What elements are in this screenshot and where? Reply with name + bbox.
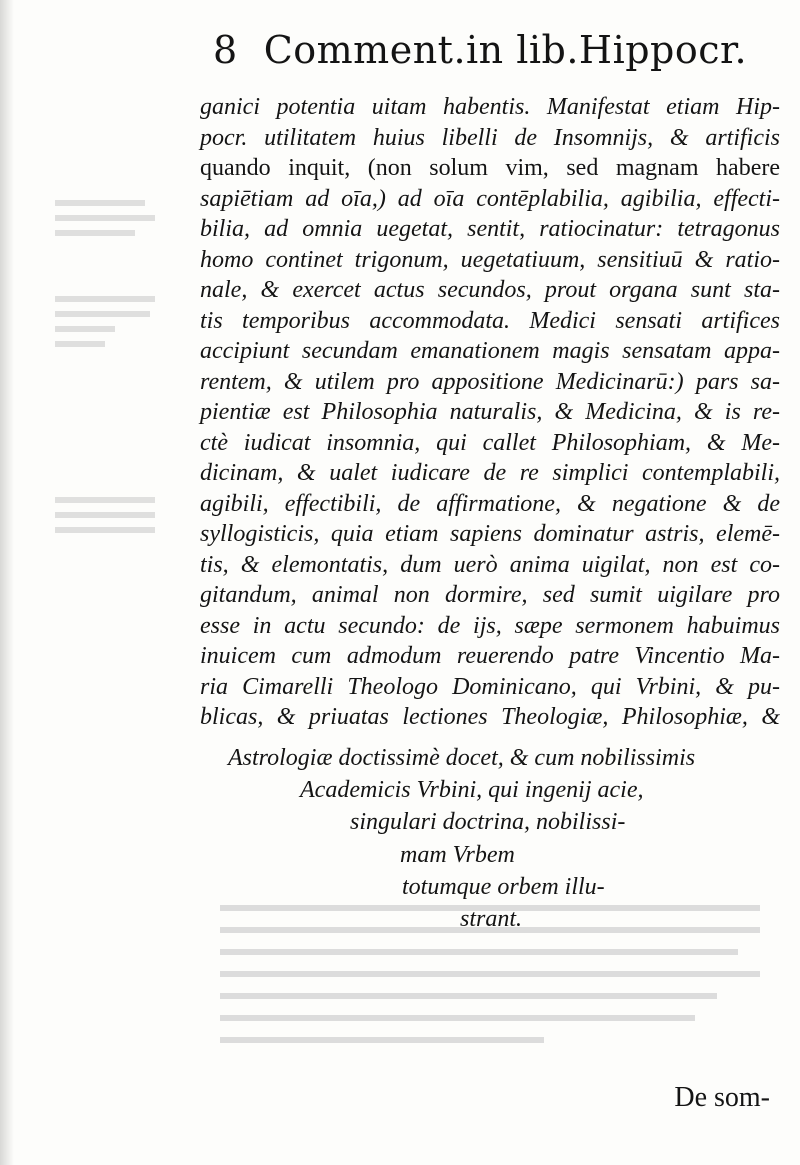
spine-shadow xyxy=(0,0,14,1165)
text-line: ganici potentia uitam habentis. Manifestat etiam Hip- xyxy=(200,94,780,120)
tail-line: Academicis Vrbini, qui ingenij acie, xyxy=(300,777,644,803)
tail-line: totumque orbem illu- xyxy=(402,874,605,900)
text-line: ctè iudicat insomnia, qui callet Philosophiam, & Me- xyxy=(200,429,780,456)
catchword: De som- xyxy=(674,1082,770,1113)
tail-line: mam Vrbem xyxy=(400,842,515,868)
text-line: homo continet trigonum, uegetatiuum, sensitiuū & ratio- xyxy=(200,246,780,273)
text-line: dicinam, & ualet iudicare de re simplici contemplabili, xyxy=(200,460,780,486)
text-line: ria Cimarelli Theologo Dominicano, qui Vrbini, & pu- xyxy=(200,673,780,700)
text-line: accipiunt secundam emanationem magis sensatam appa- xyxy=(200,338,780,364)
page-number: 8 xyxy=(213,28,238,72)
tail-line: strant. xyxy=(460,906,523,932)
text-line: inuicem cum admodum reuerendo patre Vincentio Ma- xyxy=(200,643,780,669)
tail-line: singulari doctrina, nobilissi- xyxy=(350,809,626,835)
text-line: sapiētiam ad oīa,) ad oīa contēplabilia, agibilia, effecti- xyxy=(200,185,780,212)
body-text xyxy=(200,92,780,733)
text-line: agibili, effectibili, de affirmatione, & negatione & de xyxy=(200,490,780,517)
text-line: gitandum, animal non dormire, sed sumit uigilare pro xyxy=(200,582,780,608)
text-line: tis temporibus accommodata. Medici sensati artifices xyxy=(200,307,780,334)
tail-line: Astrologiæ doctissimè docet, & cum nobilissimis xyxy=(228,745,696,771)
text-line: pientiæ est Philosophia naturalis, & Medicina, & is re- xyxy=(200,399,780,425)
text-line: tis, & elemontatis, dum uerò anima uigilat, non est co- xyxy=(200,551,780,578)
margin-show-through xyxy=(55,200,165,542)
text-line: quando inquit, (non solum vim, sed magnam habere xyxy=(200,155,780,181)
text-line: syllogisticis, quia etiam sapiens dominatur astris, elemē- xyxy=(200,521,780,547)
running-title: Comment.in lib.Hippocr. xyxy=(263,28,748,72)
text-line: rentem, & utilem pro appositione Medicinarū:) pars sa- xyxy=(200,368,780,395)
text-line: nale, & exercet actus secundos, prout organa sunt sta- xyxy=(200,277,780,303)
running-head xyxy=(213,28,747,72)
text-line: pocr. utilitatem huius libelli de Insomnijs, & artificis xyxy=(200,124,780,151)
text-line: esse in actu secundo: de ijs, sæpe sermonem habuimus xyxy=(200,612,780,639)
text-line: blicas, & priuatas lectiones Theologiæ, Philosophiæ, & xyxy=(200,704,780,730)
text-line: bilia, ad omnia uegetat, sentit, ratiocinatur: tetragonus xyxy=(200,216,780,242)
